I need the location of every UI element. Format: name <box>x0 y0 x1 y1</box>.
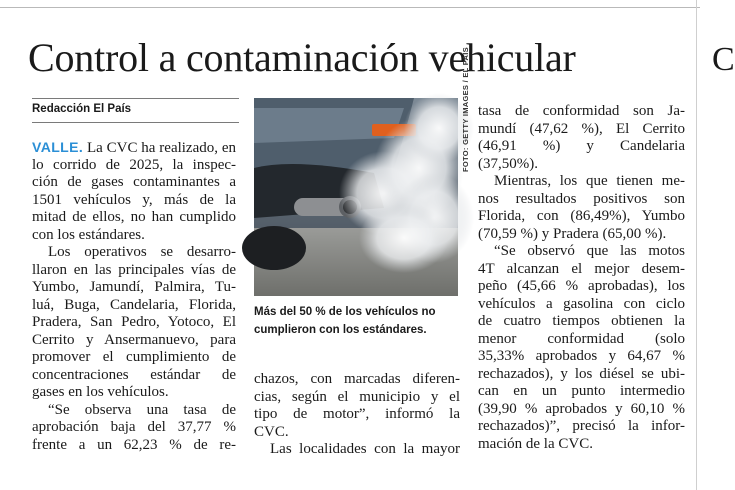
text-line: llaron en las principales vías de <box>32 261 236 278</box>
photo-caption <box>254 303 462 339</box>
text-line: (37,50%). <box>478 155 538 172</box>
text-line: Pradera, San Pedro, Yotoco, El <box>32 314 236 330</box>
lead-text: La CVC ha realizado, en <box>83 140 236 156</box>
text-line: mitad de ellos, no han cumplido <box>32 209 236 225</box>
text-line: (70,59 %) y Pradera (65,00 %). <box>478 225 667 242</box>
text-line: “Se observó que las motos <box>494 243 685 259</box>
headline: Control a contaminación vehicular <box>28 35 576 80</box>
text-line: 4T alcanzan el mejor desem- <box>478 260 685 277</box>
text-line: ción de gases contaminantes a <box>32 174 236 190</box>
photo-credit: FOTO: GETTY IMAGES / EL PAÍS <box>461 47 470 172</box>
next-article-fragment: C <box>712 41 735 78</box>
text-line: tipo de motor”, informó la <box>254 406 460 422</box>
article-column-3 <box>478 103 685 453</box>
text-line: nos resultados positivos son <box>478 190 685 207</box>
byline-rule-bottom <box>32 122 239 123</box>
text-line: Las localidades con la mayor <box>270 441 460 457</box>
text-line: lo corrido de 2025, la inspec- <box>32 156 236 173</box>
byline-rule-top <box>32 98 239 99</box>
text-line: rechazados), y los diésel se ubi- <box>478 365 685 382</box>
text-line: Florida, con (86,49%), Yumbo <box>478 208 685 224</box>
text-line: 35,33% aprobados y 64,67 % <box>478 348 685 364</box>
text-line: gases en los vehículos. <box>32 384 169 400</box>
text-line <box>32 139 236 157</box>
article-column-2 <box>254 371 460 459</box>
text-line: “Se observa una tasa de <box>48 401 236 418</box>
text-line: cias, según el municipio y el <box>254 388 460 405</box>
text-line: luá, Buga, Candelaria, Florida, <box>32 296 236 313</box>
text-line: mación de la CVC. <box>478 435 593 452</box>
car-exhaust-image <box>254 98 458 296</box>
text-line: Mientras, los que tienen me- <box>494 173 685 189</box>
text-line: peño (45,66 % aprobadas), los <box>478 278 685 294</box>
text-line: mundí (47,62 %), El Cerrito <box>478 120 685 137</box>
text-line: de cuatro tiempos obtienen la <box>478 313 685 329</box>
text-line: chazos, con marcadas diferen- <box>254 371 460 387</box>
kicker: VALLE. <box>32 139 84 155</box>
article-column-1 <box>32 139 236 454</box>
caption-line: cumplieron con los estándares. <box>254 324 427 336</box>
text-line: rechazados)”, precisó la infor- <box>478 418 685 434</box>
caption-line: Más del 50 % de los vehículos no <box>254 306 436 318</box>
text-line: can en un punto intermedio <box>478 383 685 399</box>
text-line: menor conformidad (solo <box>478 330 685 347</box>
text-line: (46,91 %) y Candelaria <box>478 138 685 154</box>
column-divider <box>696 0 697 490</box>
text-line: Yumbo, Jamundí, Palmira, Tu- <box>32 279 236 295</box>
text-line: concentraciones estándar de <box>32 366 236 383</box>
top-rule <box>0 7 700 8</box>
text-line: tasa de conformidad son Ja- <box>478 103 685 119</box>
text-line: Los operativos se desarro- <box>48 244 236 260</box>
text-line: promover el cumplimiento de <box>32 349 236 365</box>
text-line: frente a un 62,23 % de re- <box>32 436 236 453</box>
text-line: Cerrito y Ansermanuevo, para <box>32 331 236 348</box>
text-line: vehículos a gasolina con ciclo <box>478 295 685 312</box>
text-line: (39,90 % aprobados y 60,10 % <box>478 400 685 417</box>
text-line: aprobación baja del 37,77 % <box>32 419 236 435</box>
text-line: CVC. <box>254 423 289 440</box>
exhaust-photo <box>254 98 458 296</box>
text-line: 1501 vehículos y, más de la <box>32 191 236 208</box>
byline: Redacción El País <box>32 103 132 115</box>
text-line: con los estándares. <box>32 226 145 243</box>
